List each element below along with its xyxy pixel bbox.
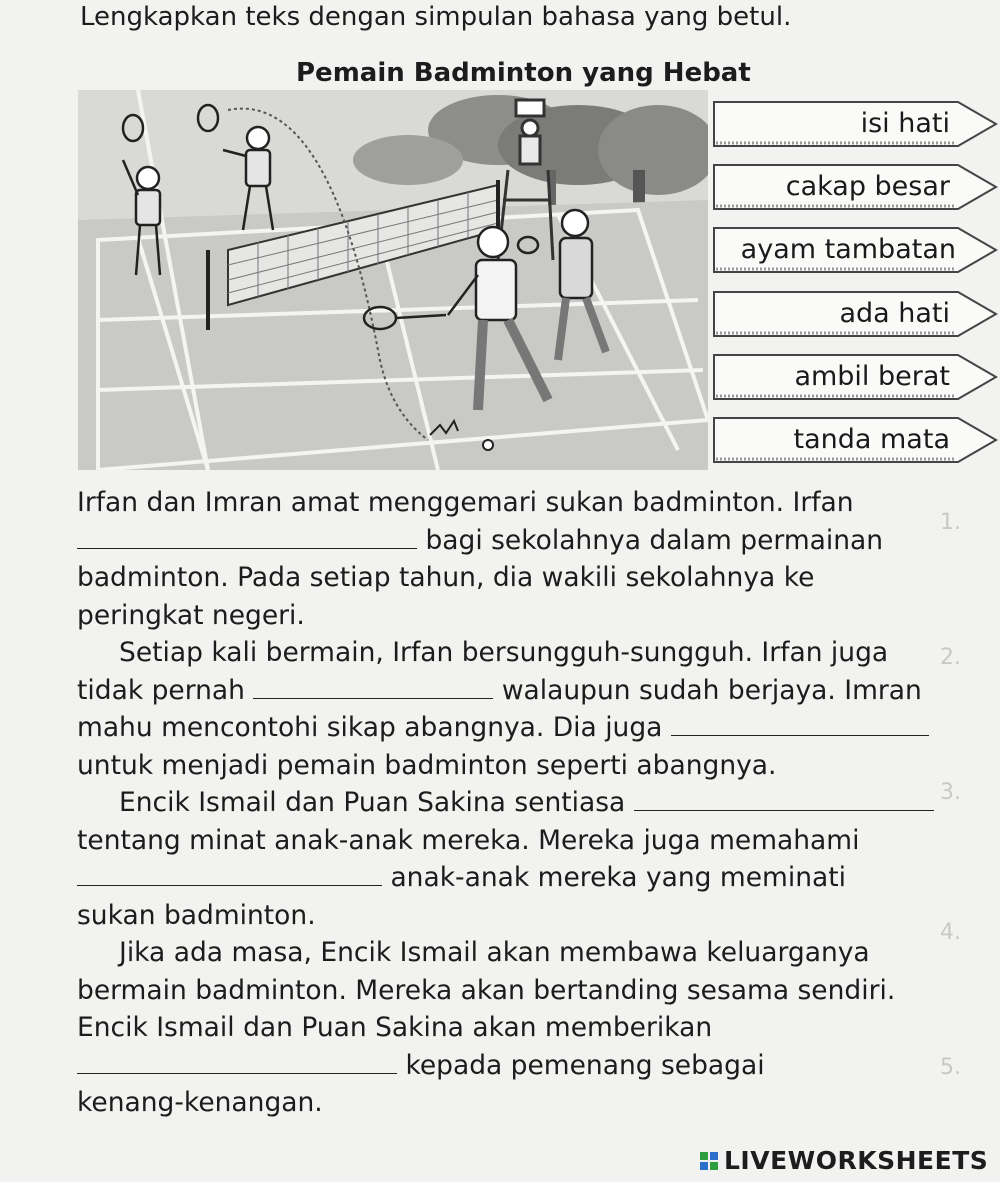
passage-text: Setiap kali bermain, Irfan bersungguh-sungguh. Irfan juga [119,637,889,668]
passage-text: walaupun sudah berjaya. Imran [501,674,922,706]
badminton-illustration [78,90,708,470]
passage-text: bermain badminton. Mereka akan bertanding sesama sendiri. [77,974,896,1006]
option-tag[interactable] [712,161,992,213]
answer-blank[interactable] [253,672,493,699]
option-label: tanda mata [793,424,950,455]
passage-title: Pemain Badminton yang Hebat [296,58,751,88]
passage-text: tentang minat anak-anak mereka. Mereka juga memahami [77,824,860,856]
passage-text: Irfan dan Imran amat menggemari sukan badminton. Irfan [77,487,854,518]
passage-text: kenang-kenangan. [77,1087,323,1118]
passage-text: tidak pernah [77,674,245,706]
passage-text: sukan badminton. [77,899,316,931]
option-label: ayam tambatan [740,234,956,265]
ghost-number: 1. [940,510,961,535]
instruction-text: Lengkapkan teks dengan simpulan bahasa yang betul. [80,2,792,32]
option-label: cakap besar [785,171,950,202]
answer-blank[interactable] [77,1047,397,1074]
passage-text: kepada pemenang sebagai [405,1049,765,1081]
passage-text: mahu mencontohi sikap abangnya. Dia juga [77,712,663,743]
option-label: ambil berat [794,361,950,392]
passage-text: anak-anak mereka yang meminati [390,862,846,893]
ghost-number: 5. [940,1055,961,1080]
passage-text: peringkat negeri. [77,599,305,631]
answer-blank[interactable] [77,522,417,549]
passage-text: Encik Ismail dan Puan Sakina akan memberikan [77,1012,713,1043]
answer-blank[interactable] [634,784,934,811]
option-tag[interactable] [712,351,992,403]
passage-text: Jika ada masa, Encik Ismail akan membawa keluarganya [119,937,870,968]
ghost-number: 3. [940,780,961,805]
liveworksheets-logo [700,1146,988,1175]
answer-blank[interactable] [671,709,929,736]
passage-text: untuk menjadi pemain badminton seperti abangnya. [77,749,777,781]
option-label: ada hati [839,298,950,329]
passage-text: bagi sekolahnya dalam permainan [425,524,884,556]
option-tag[interactable] [712,98,992,150]
passage-text: Encik Ismail dan Puan Sakina sentiasa [119,787,626,818]
answer-blank[interactable] [77,859,382,886]
ghost-number: 2. [940,645,961,670]
liveworksheets-icon [700,1152,718,1170]
passage-text: badminton. Pada setiap tahun, dia wakili sekolahnya ke [77,562,815,593]
option-tag[interactable] [712,224,992,276]
passage [77,484,977,1122]
option-label: isi hati [860,108,950,139]
option-tag[interactable] [712,288,992,340]
brand-text: LIVEWORKSHEETS [724,1146,989,1175]
option-tag[interactable] [712,414,992,466]
ghost-number: 4. [940,920,961,945]
